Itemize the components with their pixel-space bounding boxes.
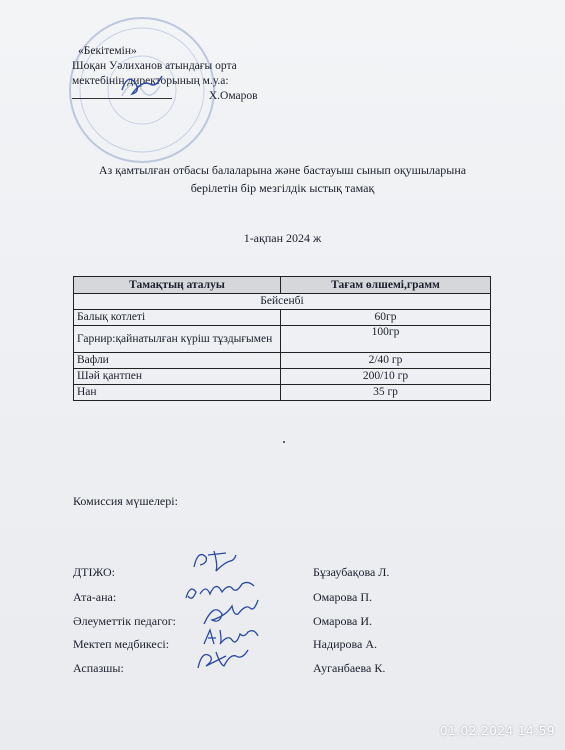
column-header-dish: Тамақтың аталуы	[74, 277, 281, 294]
approval-heading: «Бекітемін»	[78, 45, 137, 57]
dish-name: Гарнир:қайнатылған күріш тұздығымен	[74, 326, 281, 353]
stray-dot	[283, 441, 285, 443]
document-title-line-1: Аз қамтылған отбасы балаларына және бастауыш сынып оқушыларына	[98, 163, 467, 177]
dish-name: Вафли	[74, 353, 281, 369]
dish-name: Нан	[74, 385, 281, 401]
dish-portion: 200/10 гр	[281, 369, 491, 385]
signer-name: Омарова И.	[313, 614, 373, 628]
table-row	[74, 385, 491, 401]
signer-name: Ауганбаева К.	[313, 661, 386, 675]
column-header-portion: Тағам өлшемі,грамм	[281, 277, 491, 294]
table-row	[74, 326, 491, 353]
director-name: Х.Омаров	[208, 90, 258, 102]
document-date: 1-ақпан 2024 ж	[243, 231, 322, 245]
dish-name: Шәй қантпен	[74, 369, 281, 385]
signer-name: Надирова А.	[313, 637, 378, 651]
signer-role: ДТІЖО:	[73, 565, 115, 579]
director-signature	[118, 66, 168, 100]
signer-role: Аспазшы:	[73, 661, 124, 675]
signature-dtjo	[188, 545, 248, 577]
photo-timestamp: 01.02.2024 14:59	[439, 724, 555, 738]
signer-role: Мектеп медбикесі:	[73, 637, 170, 651]
table-day-row	[74, 294, 491, 310]
table-row	[74, 310, 491, 326]
menu-table	[73, 276, 491, 401]
signer-name: Омарова П.	[313, 590, 373, 604]
document-title-line-2: берілетін бір мезгілдік ыстық тамақ	[190, 181, 375, 195]
approval-line-2: мектебінің директорының м.у.а:	[72, 75, 229, 87]
signer-name: Бұзаубақова Л.	[313, 565, 390, 579]
day-of-week: Бейсенбі	[74, 294, 491, 310]
dish-name: Балық котлеті	[74, 310, 281, 326]
dish-portion: 2/40 гр	[281, 353, 491, 369]
approval-line-1: Шоқан Уәлиханов атындағы орта	[72, 60, 237, 72]
dish-portion: 100гр	[281, 326, 491, 353]
commission-heading: Комиссия мүшелері:	[73, 494, 178, 508]
table-row	[74, 353, 491, 369]
signer-role: Әлеуметтік педагог:	[73, 614, 176, 628]
dish-portion: 60гр	[281, 310, 491, 326]
dish-portion: 35 гр	[281, 385, 491, 401]
signer-role: Ата-ана:	[73, 590, 117, 604]
table-header-row	[74, 277, 491, 294]
table-row	[74, 369, 491, 385]
signature-cook	[192, 644, 262, 676]
